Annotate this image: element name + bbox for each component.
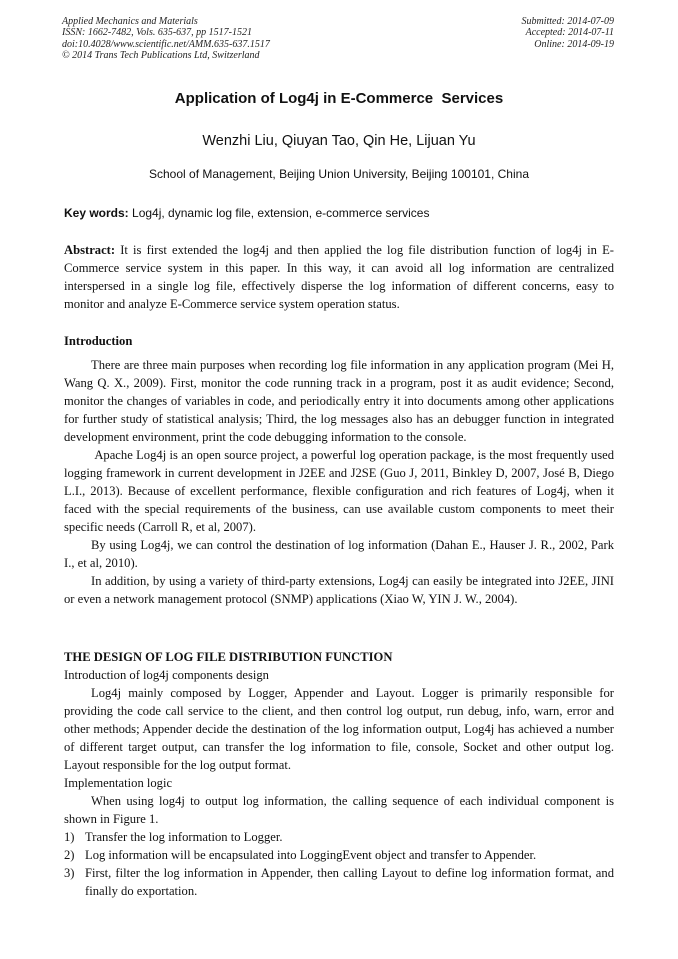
list-item-text: Log information will be encapsulated into LoggingEvent object and transfer to Appender. xyxy=(85,848,537,862)
list-item xyxy=(64,846,614,864)
date-submitted: Submitted: 2014-07-09 xyxy=(521,16,614,27)
abstract-label: Abstract: xyxy=(64,243,116,257)
design-subheading-logic: Implementation logic xyxy=(64,776,173,790)
keywords-label: Key words: xyxy=(64,206,129,220)
introduction-heading: Introduction xyxy=(64,334,133,348)
list-item-text: Transfer the log information to Logger. xyxy=(85,830,283,844)
intro-paragraph-3: By using Log4j, we can control the destination of log information (Dahan E., Hauser J. R., 2002, Park I., et al, 2010). xyxy=(64,538,614,570)
keywords xyxy=(64,206,616,220)
list-item xyxy=(64,864,614,900)
design-section xyxy=(64,648,614,900)
intro-paragraph-1: There are three main purposes when recording log file information in any application program (Mei H, Wang Q. X., 2009). First, monitor the code running track in a program, post it as audit evidence; Second, monitor the changes of variables in code, and periodically entry it into documents among other applications for further study of statistical analysis; Third, the log messages also has an debugger function in integrated development environment, print the code debugging information to the console. xyxy=(64,358,614,444)
journal-copyright: © 2014 Trans Tech Publications Ltd, Switzerland xyxy=(62,50,260,62)
intro-paragraph-4: In addition, by using a variety of third-party extensions, Log4j can easily be integrated into J2EE, JINI or even a network management protocol (SNMP) applications (Xiao W, YIN J. W., 2004). xyxy=(64,574,614,606)
list-item-number: 1) xyxy=(64,830,75,844)
list-item-number: 3) xyxy=(64,866,75,880)
abstract xyxy=(64,241,614,313)
journal-issn: ISSN: 1662-7482, Vols. 635-637, pp 1517-1521 xyxy=(62,27,252,39)
design-subheading-components: Introduction of log4j components design xyxy=(64,668,269,682)
paper-authors: Wenzhi Liu, Qiuyan Tao, Qin He, Lijuan Yu xyxy=(202,133,476,149)
date-online: Online: 2014-09-19 xyxy=(534,38,614,50)
design-paragraph-components: Log4j mainly composed by Logger, Appender and Layout. Logger is primarily responsible for providing the code call service to the client, and then control log output, run debug, info, warn, error and other methods; Appender decide the destination of the log information output, Log4j has achieved a number of different target output, can transfer the log information to file, console, Socket and other output log. Layout responsible for the log output format. xyxy=(64,686,614,772)
keywords-text: Log4j, dynamic log file, extension, e-commerce services xyxy=(128,206,430,220)
list-item xyxy=(64,828,614,846)
introduction-section xyxy=(64,356,618,608)
paper-title: Application of Log4j in E-Commerce Services xyxy=(174,90,504,107)
abstract-text: It is first extended the log4j and then applied the log file distribution function of log4j in E-Commerce service system in this paper. In this way, it can avoid all log information are centralized interspersed in a single log file, effectively disperse the log information of different concerns, easy to monitor and analyze E-Commerce service system operation status. xyxy=(64,243,614,311)
design-heading: THE DESIGN OF LOG FILE DISTRIBUTION FUNCTION xyxy=(64,650,393,664)
intro-paragraph-2: Apache Log4j is an open source project, a powerful log operation package, is the most frequently used logging framework in current development in J2EE and J2SE (Guo J, 2011, Binkley D, 2007, José B, Diego L.I., 2013). Because of excellent performance, flexible configuration and rich features of Log4j, when it faced with the special requirements of the business, can use available custom components to meet their specific needs (Carroll R, et al, 2007). xyxy=(64,448,618,534)
journal-name: Applied Mechanics and Materials xyxy=(62,16,198,27)
date-accepted: Accepted: 2014-07-11 xyxy=(525,27,614,39)
submission-dates xyxy=(522,16,615,50)
design-paragraph-logic: When using log4j to output log information, the calling sequence of each individual component is shown in Figure 1. xyxy=(64,794,614,826)
list-item-text: First, filter the log information in Appender, then calling Layout to define log information format, and finally do exportation. xyxy=(85,866,614,898)
journal-header xyxy=(62,16,270,62)
list-item-number: 2) xyxy=(64,848,75,862)
journal-doi: doi:10.4028/www.scientific.net/AMM.635-637.1517 xyxy=(62,38,270,50)
calling-sequence-list xyxy=(64,828,614,900)
author-affiliation: School of Management, Beijing Union University, Beijing 100101, China xyxy=(149,167,529,181)
